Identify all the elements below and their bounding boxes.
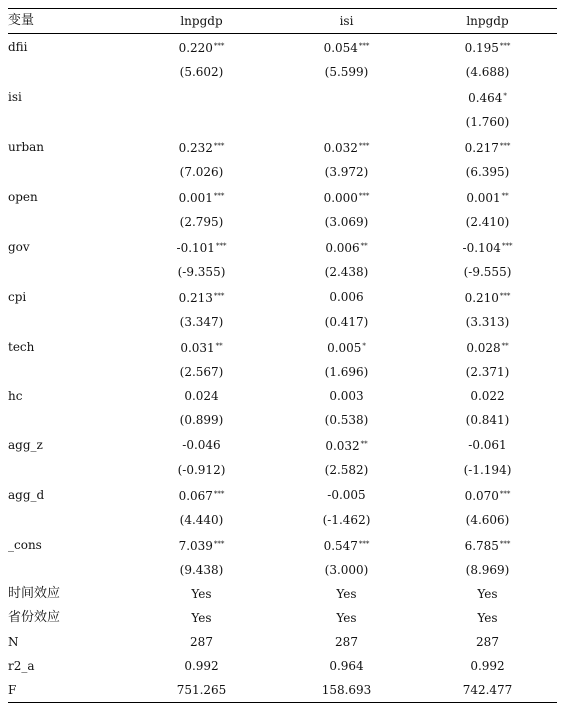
table-cell (275, 508, 418, 532)
table-row (8, 134, 557, 160)
table-cell (275, 34, 418, 61)
table-cell (275, 284, 418, 310)
table-row (8, 654, 557, 678)
cell-value: 0.070 (464, 489, 499, 503)
table-cell (418, 234, 557, 260)
table-cell (128, 458, 275, 482)
table-cell (275, 210, 418, 234)
table-cell (418, 160, 557, 184)
cell-value: 0.067 (178, 489, 213, 503)
table-cell (418, 284, 557, 310)
table-cell (418, 582, 557, 606)
row-label: gov (8, 240, 30, 254)
significance-stars: ** (360, 440, 368, 448)
cell-value: 287 (476, 635, 499, 649)
cell-value: (0.538) (324, 413, 369, 427)
cell-value: (-0.912) (177, 463, 226, 477)
cell-value: (2.438) (324, 265, 369, 279)
cell-value: 0.195 (464, 41, 499, 55)
table-cell (128, 508, 275, 532)
table-row (8, 210, 557, 234)
table-cell (275, 384, 418, 408)
table-cell (418, 678, 557, 703)
table-row (8, 606, 557, 630)
cell-value: (2.567) (179, 365, 224, 379)
significance-stars: *** (213, 490, 225, 498)
table-row (8, 678, 557, 703)
table-cell (128, 408, 275, 432)
cell-value: 0.006 (325, 241, 360, 255)
table-row (8, 34, 557, 61)
table-cell (275, 582, 418, 606)
table-row (8, 84, 557, 110)
table-cell (275, 60, 418, 84)
significance-stars: * (362, 342, 366, 350)
table-cell (128, 284, 275, 310)
significance-stars: *** (501, 242, 513, 250)
table-cell (128, 260, 275, 284)
table-row (8, 284, 557, 310)
row-label: r2_a (8, 659, 35, 673)
significance-stars: *** (213, 540, 225, 548)
table-row (8, 234, 557, 260)
row-label (8, 408, 128, 432)
cell-value: 0.992 (470, 659, 505, 673)
table-cell (418, 210, 557, 234)
table-cell (275, 678, 418, 703)
table-cell (418, 84, 557, 110)
table-cell (275, 234, 418, 260)
cell-value: (-9.555) (463, 265, 512, 279)
row-label: hc (8, 389, 23, 403)
cell-value: (3.313) (465, 315, 510, 329)
cell-value: 0.964 (329, 659, 364, 673)
cell-value: 742.477 (462, 683, 513, 697)
cell-value: (-1.462) (322, 513, 371, 527)
cell-value: (2.371) (465, 365, 510, 379)
row-label (8, 210, 128, 234)
row-label (8, 160, 128, 184)
table-row (8, 630, 557, 654)
cell-value: 0.232 (178, 141, 213, 155)
table-cell (275, 110, 418, 134)
row-label: F (8, 683, 17, 697)
table-cell (128, 432, 275, 458)
cell-value: (0.417) (324, 315, 369, 329)
regression-table (8, 8, 557, 703)
significance-stars: *** (358, 142, 370, 150)
model-1-column-header: lnpgdp (180, 14, 223, 28)
header-row (8, 9, 557, 34)
cell-value: (9.438) (179, 563, 224, 577)
table-row (8, 360, 557, 384)
significance-stars: *** (499, 142, 511, 150)
table-cell (418, 432, 557, 458)
table-row (8, 408, 557, 432)
significance-stars: ** (501, 342, 509, 350)
table-cell (275, 458, 418, 482)
table-cell (275, 432, 418, 458)
cell-value: -0.005 (327, 488, 366, 502)
row-label (8, 508, 128, 532)
table-cell (128, 334, 275, 360)
cell-value: 0.547 (323, 539, 358, 553)
significance-stars: *** (499, 42, 511, 50)
table-cell (128, 60, 275, 84)
table-cell (418, 630, 557, 654)
cell-value: 0.005 (327, 341, 362, 355)
table-row (8, 334, 557, 360)
regression-table-container (8, 8, 557, 703)
table-row (8, 508, 557, 532)
table-cell (418, 310, 557, 334)
model-2-column-header: isi (339, 14, 354, 28)
cell-value: 287 (190, 635, 213, 649)
table-cell (128, 134, 275, 160)
table-cell (418, 134, 557, 160)
significance-stars: ** (501, 192, 509, 200)
cell-value: Yes (191, 587, 212, 601)
row-label: tech (8, 340, 35, 354)
cell-value: (-9.355) (177, 265, 226, 279)
table-cell (418, 606, 557, 630)
table-cell (418, 110, 557, 134)
significance-stars: ** (215, 342, 223, 350)
table-cell (275, 630, 418, 654)
cell-value: -0.046 (182, 438, 221, 452)
cell-value: (3.347) (179, 315, 224, 329)
row-label: agg_d (8, 488, 45, 502)
table-cell (128, 606, 275, 630)
cell-value: 0.032 (323, 141, 358, 155)
table-cell (275, 134, 418, 160)
table-cell (128, 84, 275, 110)
cell-value: (4.688) (465, 65, 510, 79)
table-cell (128, 630, 275, 654)
cell-value: Yes (191, 611, 212, 625)
table-cell (275, 408, 418, 432)
row-label (8, 458, 128, 482)
cell-value: 0.210 (464, 291, 499, 305)
cell-value: 0.028 (466, 341, 501, 355)
table-cell (128, 558, 275, 582)
row-label (8, 360, 128, 384)
table-cell (418, 458, 557, 482)
table-row (8, 160, 557, 184)
table-row (8, 60, 557, 84)
table-cell (418, 384, 557, 408)
table-cell (128, 678, 275, 703)
table-cell (275, 360, 418, 384)
cell-value: (3.069) (324, 215, 369, 229)
row-label: isi (8, 90, 22, 104)
cell-value: 7.039 (178, 539, 213, 553)
cell-value: 0.217 (464, 141, 499, 155)
table-cell (275, 654, 418, 678)
significance-stars: *** (213, 42, 225, 50)
variable-column-header: 变量 (8, 13, 35, 28)
table-cell (418, 558, 557, 582)
cell-value: Yes (477, 611, 498, 625)
cell-value: -0.061 (468, 438, 507, 452)
table-cell (418, 34, 557, 61)
table-cell (418, 360, 557, 384)
row-label: N (8, 635, 19, 649)
table-row (8, 532, 557, 558)
cell-value: (8.969) (465, 563, 510, 577)
row-label: dfii (8, 40, 28, 54)
row-label: _cons (8, 538, 42, 552)
table-row (8, 184, 557, 210)
cell-value: -0.104 (462, 241, 501, 255)
table-row (8, 432, 557, 458)
table-cell (275, 184, 418, 210)
table-cell (275, 160, 418, 184)
cell-value: 0.001 (466, 191, 501, 205)
table-cell (418, 408, 557, 432)
table-cell (128, 360, 275, 384)
table-cell (128, 482, 275, 508)
cell-value: -0.101 (176, 241, 215, 255)
row-label (8, 558, 128, 582)
table-row (8, 310, 557, 334)
row-label: urban (8, 140, 45, 154)
row-label: open (8, 190, 38, 204)
table-cell (128, 310, 275, 334)
cell-value: (7.026) (179, 165, 224, 179)
table-cell (128, 110, 275, 134)
cell-value: 0.031 (180, 341, 215, 355)
cell-value: 158.693 (321, 683, 372, 697)
significance-stars: *** (499, 490, 511, 498)
table-cell (418, 334, 557, 360)
cell-value: (0.841) (465, 413, 510, 427)
significance-stars: *** (213, 192, 225, 200)
cell-value: (1.760) (465, 115, 510, 129)
table-row (8, 482, 557, 508)
cell-value: Yes (477, 587, 498, 601)
table-cell (128, 532, 275, 558)
table-cell (418, 260, 557, 284)
cell-value: Yes (336, 587, 357, 601)
cell-value: (1.696) (324, 365, 369, 379)
table-row (8, 558, 557, 582)
table-cell (275, 334, 418, 360)
cell-value: 6.785 (464, 539, 499, 553)
table-cell (128, 34, 275, 61)
cell-value: (3.000) (324, 563, 369, 577)
cell-value: (2.582) (324, 463, 369, 477)
significance-stars: *** (358, 192, 370, 200)
significance-stars: * (503, 92, 507, 100)
table-cell (275, 532, 418, 558)
cell-value: (4.440) (179, 513, 224, 527)
table-cell (418, 184, 557, 210)
cell-value: (5.602) (179, 65, 224, 79)
cell-value: 0.464 (468, 91, 503, 105)
table-cell (128, 384, 275, 408)
table-row (8, 110, 557, 134)
cell-value: 0.001 (178, 191, 213, 205)
table-cell (275, 310, 418, 334)
table-row (8, 582, 557, 606)
cell-value: 0.992 (184, 659, 219, 673)
table-row (8, 260, 557, 284)
cell-value: (4.606) (465, 513, 510, 527)
significance-stars: *** (499, 292, 511, 300)
table-cell (128, 234, 275, 260)
row-label (8, 60, 128, 84)
model-3-column-header: lnpgdp (466, 14, 509, 28)
significance-stars: *** (358, 540, 370, 548)
table-row (8, 384, 557, 408)
table-cell (275, 482, 418, 508)
row-label: agg_z (8, 438, 43, 452)
significance-stars: *** (213, 142, 225, 150)
table-cell (128, 210, 275, 234)
significance-stars: *** (499, 540, 511, 548)
table-cell (275, 558, 418, 582)
significance-stars: *** (215, 242, 227, 250)
table-cell (418, 60, 557, 84)
table-cell (275, 260, 418, 284)
table-cell (418, 482, 557, 508)
table-cell (128, 184, 275, 210)
cell-value: 0.006 (329, 290, 364, 304)
row-label: 省份效应 (8, 610, 61, 625)
row-label (8, 260, 128, 284)
table-cell (275, 606, 418, 630)
cell-value: (0.899) (179, 413, 224, 427)
cell-value: (6.395) (465, 165, 510, 179)
table-cell (418, 508, 557, 532)
cell-value: 287 (335, 635, 358, 649)
cell-value: (5.599) (324, 65, 369, 79)
table-cell (128, 582, 275, 606)
table-row (8, 458, 557, 482)
row-label: 时间效应 (8, 586, 61, 601)
row-label (8, 310, 128, 334)
cell-value: 0.032 (325, 439, 360, 453)
significance-stars: ** (360, 242, 368, 250)
cell-value: 0.054 (323, 41, 358, 55)
table-cell (275, 84, 418, 110)
cell-value: 0.024 (184, 389, 219, 403)
row-label (8, 110, 128, 134)
cell-value: 0.003 (329, 389, 364, 403)
cell-value: 0.000 (323, 191, 358, 205)
cell-value: 0.022 (470, 389, 505, 403)
cell-value: (2.795) (179, 215, 224, 229)
table-cell (418, 654, 557, 678)
cell-value: (3.972) (324, 165, 369, 179)
row-label: cpi (8, 290, 27, 304)
table-body (8, 34, 557, 703)
significance-stars: *** (213, 292, 225, 300)
cell-value: 751.265 (176, 683, 227, 697)
cell-value: (2.410) (465, 215, 510, 229)
table-cell (418, 532, 557, 558)
cell-value: 0.213 (178, 291, 213, 305)
table-cell (128, 654, 275, 678)
cell-value: Yes (336, 611, 357, 625)
cell-value: 0.220 (178, 41, 213, 55)
cell-value: (-1.194) (463, 463, 512, 477)
significance-stars: *** (358, 42, 370, 50)
table-cell (128, 160, 275, 184)
